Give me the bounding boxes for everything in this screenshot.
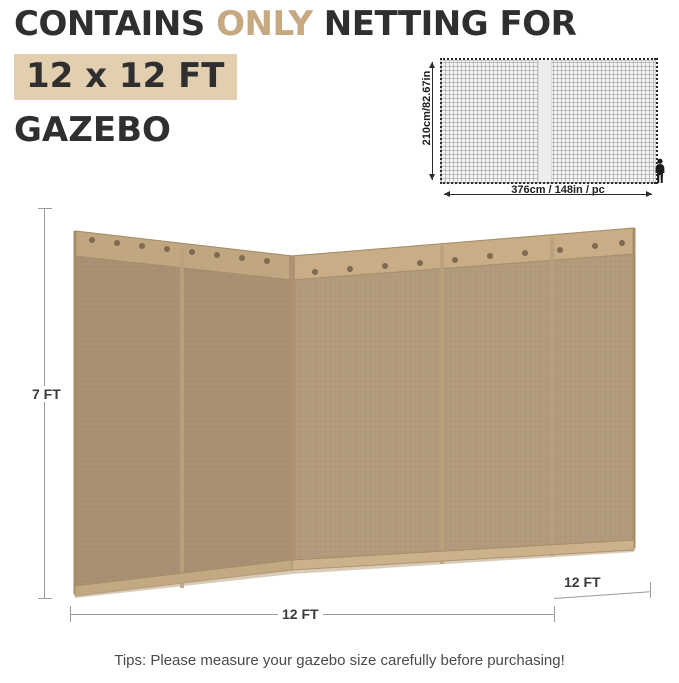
side-width-tick-right [650, 582, 651, 598]
panel-dash-top [440, 58, 656, 60]
front-width-label: 12 FT [278, 606, 323, 622]
person-silhouette-icon [654, 158, 666, 184]
headline-emphasis-only: ONLY [216, 4, 313, 44]
side-width-label: 12 FT [560, 574, 605, 590]
height-dim-tick-bottom [38, 598, 52, 599]
panel-height-label: 210cm/82.67in [421, 70, 433, 146]
front-width-tick-left [70, 606, 71, 622]
gazebo-netting-drawing [30, 196, 670, 636]
panel-dimension-inset [418, 54, 666, 200]
size-badge: 12 x 12 FT [14, 54, 237, 100]
headline-gazebo: GAZEBO [14, 110, 171, 150]
height-dim-line [44, 208, 45, 598]
gazebo-illustration [30, 196, 670, 636]
panel-dash-left [440, 58, 442, 184]
height-label: 7 FT [28, 386, 65, 402]
height-dim-tick-top [38, 208, 52, 209]
tip-text: Tips: Please measure your gazebo size carefully before purchasing! [114, 652, 565, 669]
front-width-tick-right [554, 606, 555, 622]
headline-line-1 [14, 4, 674, 44]
panel-width-label: 376cm / 148in / pc [511, 184, 605, 196]
panel-seam [538, 60, 552, 182]
headline-line1-before: CONTAINS [14, 4, 217, 44]
headline-line1-after: NETTING FOR [312, 4, 577, 44]
